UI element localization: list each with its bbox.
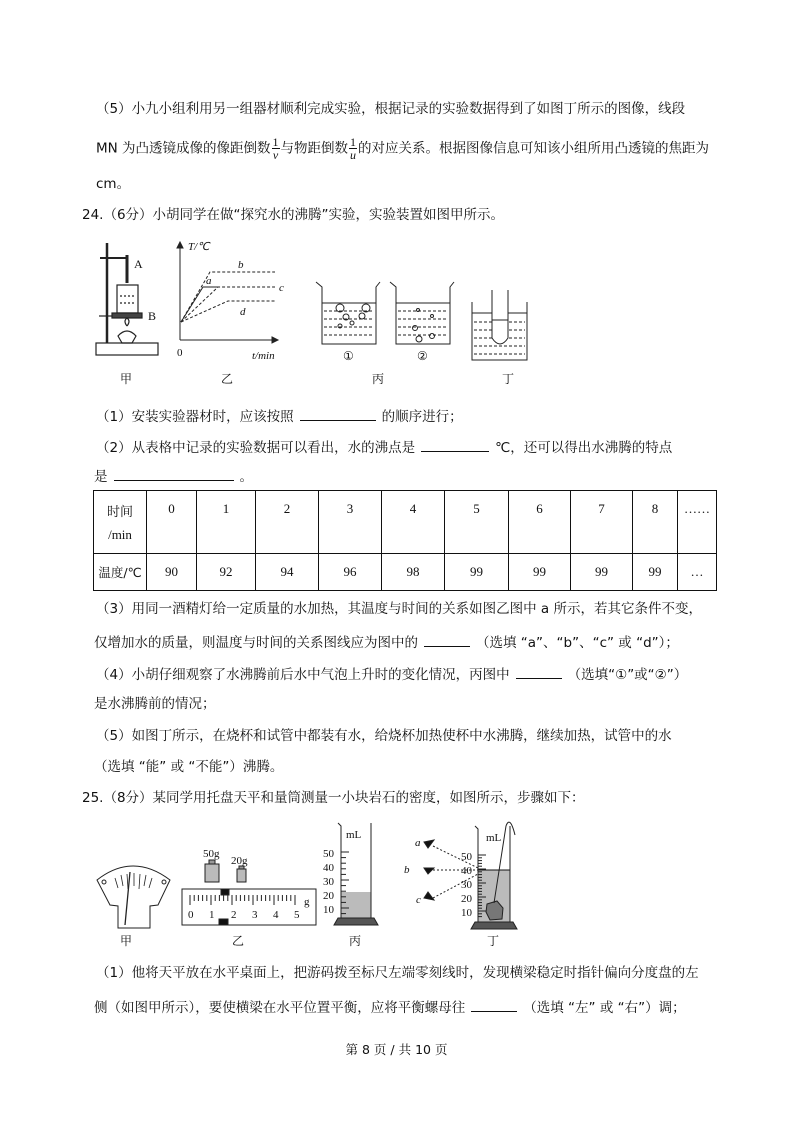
q23-part5-line3: cm。 [96, 176, 131, 192]
q25-figure-jia-dial [97, 866, 170, 928]
text: （选填“①”或“②”） [567, 667, 688, 683]
cyl-label-10: 10 [461, 907, 472, 919]
data-table [93, 490, 717, 591]
line-label-c: c [279, 282, 284, 294]
answer-blank[interactable] [516, 664, 562, 679]
cell: 4 [382, 491, 445, 554]
q24-p4-line2: 是水沸腾前的情况； [94, 696, 216, 712]
q24-p5-line2: （选填 “能” 或 “不能”）沸腾。 [94, 759, 284, 775]
cell: 99 [571, 554, 633, 591]
caption-jia: 甲 [120, 372, 133, 386]
cell: 1 [197, 491, 256, 554]
x-axis-label: t/min [252, 350, 275, 362]
cell: 92 [197, 554, 256, 591]
ruler-label-4: 4 [273, 909, 279, 921]
q24-p5-line1: （5）如图丁所示，在烧杯和试管中都装有水，给烧杯加热使杯中水沸腾，继续加热，试管中的水 [96, 728, 672, 744]
numerator: 1 [350, 135, 357, 149]
text: 。 [239, 469, 253, 485]
q24-figure-bing-beakers [316, 282, 454, 344]
q25-p1-line1: （1）他将天平放在水平桌面上，把游码拨至标尺左端零刻线时，发现横梁稳定时指针偏向分度盘的左 [96, 965, 699, 981]
weight-50g-label: 50g [203, 848, 220, 860]
cell: … [678, 554, 717, 591]
q25-caption-bing: 丙 [349, 934, 362, 948]
line-c [181, 287, 275, 322]
q24-figure-jia-apparatus [96, 243, 158, 355]
cyl-label-50: 50 [461, 851, 472, 863]
q24-p2-cont [94, 466, 253, 486]
cyl-label-10: 10 [323, 904, 334, 916]
answer-blank[interactable] [300, 406, 376, 421]
cell: 0 [147, 491, 197, 554]
ruler-label-0: 0 [188, 909, 194, 921]
q24-figure-ding-test-tube [472, 290, 527, 360]
line-label-b: b [238, 259, 244, 271]
weight-20g [237, 869, 246, 882]
header-line2: /min [108, 527, 132, 542]
test-tube [492, 290, 508, 344]
cyl-label-20: 20 [461, 893, 472, 905]
q25-caption-ding: 丁 [487, 934, 500, 948]
rider-bottom [219, 919, 228, 925]
q24-p3-line1: （3）用同一酒精灯给一定质量的水加热，其温度与时间的关系如图乙图中 a 所示，若其它条件不变， [96, 601, 702, 617]
rider-top [221, 889, 229, 895]
cyl-label-30: 30 [323, 876, 334, 888]
ruler-label-2: 2 [231, 909, 237, 921]
line-b [181, 272, 275, 322]
text: （选填 “a”、“b”、“c” 或 “d”）； [476, 635, 679, 651]
cell: 94 [256, 554, 319, 591]
cylinder-unit: mL [346, 829, 362, 841]
line-label-a: a [206, 275, 212, 287]
eye-a-icon [424, 840, 434, 848]
table-row-time [94, 491, 717, 554]
ruler-label-5: 5 [294, 909, 300, 921]
eye-b-icon [424, 868, 434, 874]
q24-p4-line1 [96, 664, 687, 684]
q24-p2 [96, 437, 672, 457]
q25-title: 25.（8分）某同学用托盘天平和量筒测量一小块岩石的密度，如图所示，步骤如下： [82, 790, 585, 806]
caption-ding: 丁 [502, 372, 515, 386]
text: 与物距倒数 [280, 140, 349, 157]
cell: 2 [256, 491, 319, 554]
cell: 3 [319, 491, 382, 554]
cyl-label-20: 20 [323, 890, 334, 902]
q25-caption-yi: 乙 [232, 934, 245, 948]
cell: 8 [633, 491, 678, 554]
cylinder-unit: mL [486, 832, 502, 844]
header-line1: 时间 [106, 505, 133, 520]
table-row-temperature [94, 554, 717, 591]
q25-caption-jia: 甲 [120, 934, 133, 948]
denominator: v [272, 148, 279, 162]
answer-blank[interactable] [114, 466, 234, 481]
cell: …… [678, 491, 717, 554]
cylinder-base [334, 918, 378, 925]
y-axis-label: T/℃ [188, 241, 210, 253]
numerator: 1 [272, 135, 279, 149]
cell: 99 [445, 554, 509, 591]
row-header [94, 491, 147, 554]
q24-title: 24.（6分）小胡同学在做“探究水的沸腾”实验，实验装置如图甲所示。 [82, 207, 505, 223]
weight-50g [205, 864, 219, 882]
text: 仅增加水的质量，则温度与时间的关系图线应为图中的 [94, 635, 418, 651]
q24-p3-line2 [94, 632, 679, 652]
eye-label-c: c [416, 894, 421, 906]
cyl-label-40: 40 [461, 865, 472, 877]
alcohol-lamp [118, 331, 136, 343]
beaker-1-label: ① [343, 349, 354, 363]
text: （4）小胡仔细观察了水沸腾前后水中气泡上升时的变化情况，丙图中 [96, 667, 510, 683]
cell: 90 [147, 554, 197, 591]
text: （2）从表格中记录的实验数据可以看出，水的沸点是 [96, 440, 416, 456]
cell: 99 [633, 554, 678, 591]
weight-20g-label: 20g [231, 855, 248, 867]
answer-blank[interactable] [421, 437, 489, 452]
cyl-label-50: 50 [323, 848, 334, 860]
cyl-label-40: 40 [323, 862, 334, 874]
stand-base [96, 343, 158, 355]
text: ℃，还可以得出水沸腾的特点 [495, 440, 673, 456]
cell: 6 [509, 491, 571, 554]
ruler-unit: g [304, 896, 310, 908]
label-b: B [148, 309, 157, 323]
label-a: A [134, 257, 143, 271]
text: （选填 “左” 或 “右”）调； [523, 1000, 686, 1016]
page-footer: 第 8 页 / 共 10 页 [345, 1042, 448, 1057]
q24-p1 [96, 406, 463, 426]
caption-yi: 乙 [221, 372, 234, 386]
line-label-d: d [240, 306, 246, 318]
cyl-label-30: 30 [461, 879, 472, 891]
eye-label-a: a [415, 837, 421, 849]
text: 侧（如图甲所示），要使横梁在水平位置平衡，应将平衡螺母往 [94, 1000, 466, 1016]
answer-blank[interactable] [424, 632, 470, 647]
q25-p1-line2 [94, 997, 686, 1017]
q24-figure-yi-graph [177, 242, 278, 343]
beaker-2-label: ② [417, 349, 428, 363]
cell: 96 [319, 554, 382, 591]
eye-label-b: b [404, 864, 410, 876]
scale-plate [97, 866, 170, 928]
caption-bing: 丙 [372, 372, 385, 386]
y-axis-arrow [177, 242, 183, 248]
text: 的对应关系。根据图像信息可知该小组所用凸透镜的焦距为 [358, 140, 710, 157]
text: 的顺序进行； [381, 409, 463, 425]
text: 是 [94, 469, 108, 485]
beaker [117, 285, 138, 313]
cell: 7 [571, 491, 633, 554]
origin-label: 0 [177, 347, 183, 359]
q23-part5-line1: （5）小九小组利用另一组器材顺利完成实验，根据记录的实验数据得到了如图丁所示的图像，线段 [96, 101, 686, 117]
denominator: u [350, 148, 357, 162]
answer-blank[interactable] [471, 997, 517, 1012]
x-axis-arrow [272, 337, 278, 343]
cell: 99 [509, 554, 571, 591]
cell: 98 [382, 554, 445, 591]
cylinder-base [471, 922, 517, 929]
text: （1）安装实验器材时，应该按照 [96, 409, 294, 425]
eye-c-icon [424, 892, 434, 900]
ruler-label-1: 1 [209, 909, 215, 921]
line-d [181, 301, 275, 322]
text: MN 为凸透镜成像的像距倒数 [96, 140, 271, 157]
row-header: 温度/℃ [94, 554, 147, 591]
ruler-label-3: 3 [252, 909, 258, 921]
cell: 5 [445, 491, 509, 554]
